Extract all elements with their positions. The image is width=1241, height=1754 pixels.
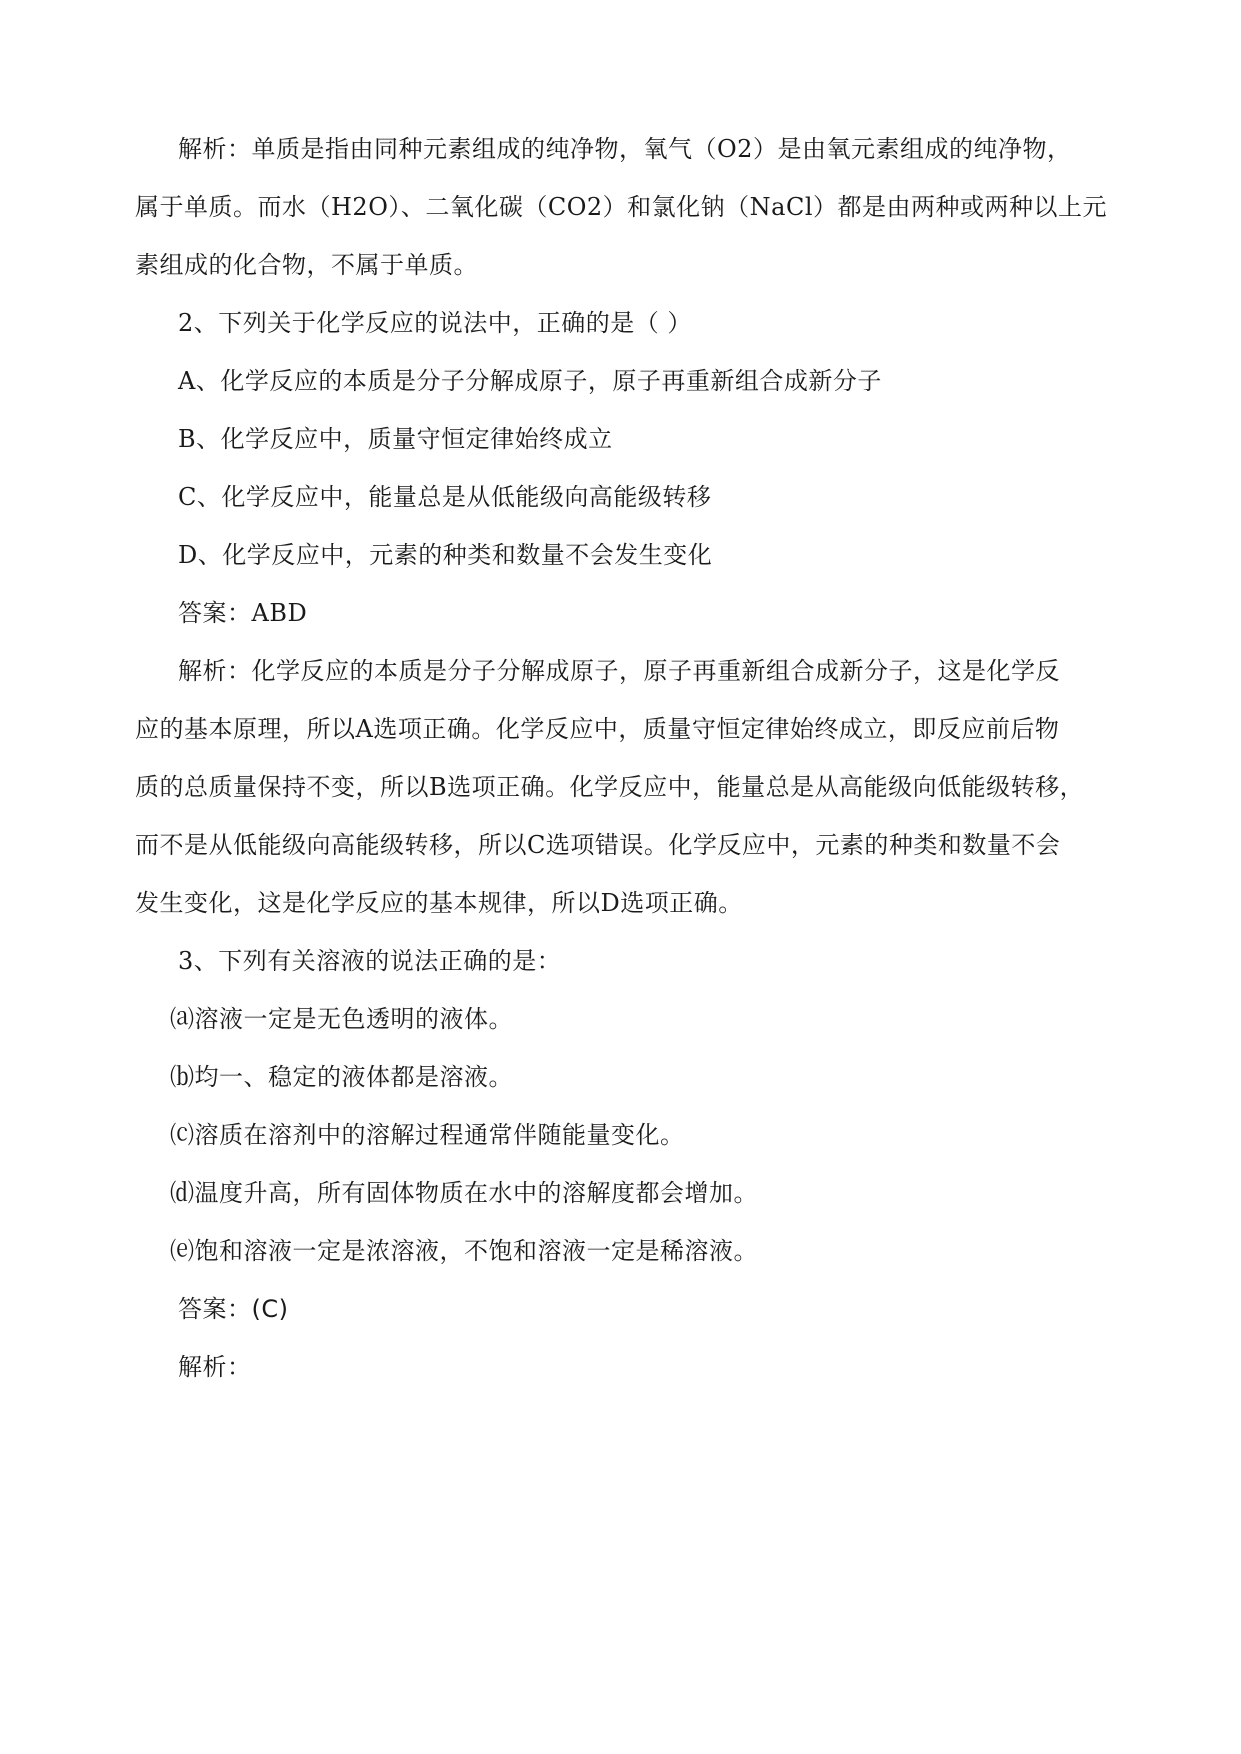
q2-analysis-line-1: 解析：化学反应的本质是分子分解成原子，原子再重新组合成新分子，这是化学反 <box>178 657 1060 685</box>
q2-analysis-line-2: 应的基本原理，所以A选项正确。化学反应中，质量守恒定律始终成立，即反应前后物 <box>135 715 1060 743</box>
q2-option-c: C、化学反应中，能量总是从低能级向高能级转移 <box>178 483 712 511</box>
q3-option-c: ⒞溶质在溶剂中的溶解过程通常伴随能量变化。 <box>170 1121 685 1149</box>
q3-question: 3、下列有关溶液的说法正确的是： <box>178 947 562 975</box>
q3-answer <box>178 1292 288 1326</box>
q1-analysis-line-2: 属于单质。而水（H2O）、二氧化碳（CO2）和氯化钠（NaCl）都是由两种或两种以上元 <box>135 193 1108 221</box>
q2-option-d: D、化学反应中，元素的种类和数量不会发生变化 <box>178 541 713 569</box>
q3-option-d: ⒟温度升高，所有固体物质在水中的溶解度都会增加。 <box>170 1179 758 1207</box>
q3-analysis: 解析： <box>178 1353 252 1381</box>
q2-analysis-line-3: 质的总质量保持不变，所以B选项正确。化学反应中，能量总是从高能级向低能级转移， <box>135 773 1085 801</box>
q2-answer: 答案：ABD <box>178 599 308 627</box>
q1-analysis-line-3: 素组成的化合物，不属于单质。 <box>135 251 478 279</box>
q3-option-a: ⒜溶液一定是无色透明的液体。 <box>170 1005 513 1033</box>
q2-option-a: A、化学反应的本质是分子分解成原子，原子再重新组合成新分子 <box>178 367 882 395</box>
q2-analysis-line-5: 发生变化，这是化学反应的基本规律，所以D选项正确。 <box>135 889 743 917</box>
q3-option-e: ⒠饱和溶液一定是浓溶液，不饱和溶液一定是稀溶液。 <box>170 1237 758 1265</box>
q2-question: 2、下列关于化学反应的说法中，正确的是（ ） <box>178 309 692 337</box>
q2-analysis-line-4: 而不是从低能级向高能级转移，所以C选项错误。化学反应中，元素的种类和数量不会 <box>135 831 1061 859</box>
q3-answer-prefix: 答案： <box>178 1295 252 1323</box>
q2-option-b: B、化学反应中，质量守恒定律始终成立 <box>178 425 613 453</box>
q1-analysis-line-1: 解析：单质是指由同种元素组成的纯净物，氧气（O2）是由氧元素组成的纯净物， <box>178 135 1072 163</box>
q3-option-b: ⒝均一、稳定的液体都是溶液。 <box>170 1063 513 1091</box>
q3-answer-value: (C) <box>251 1295 289 1323</box>
